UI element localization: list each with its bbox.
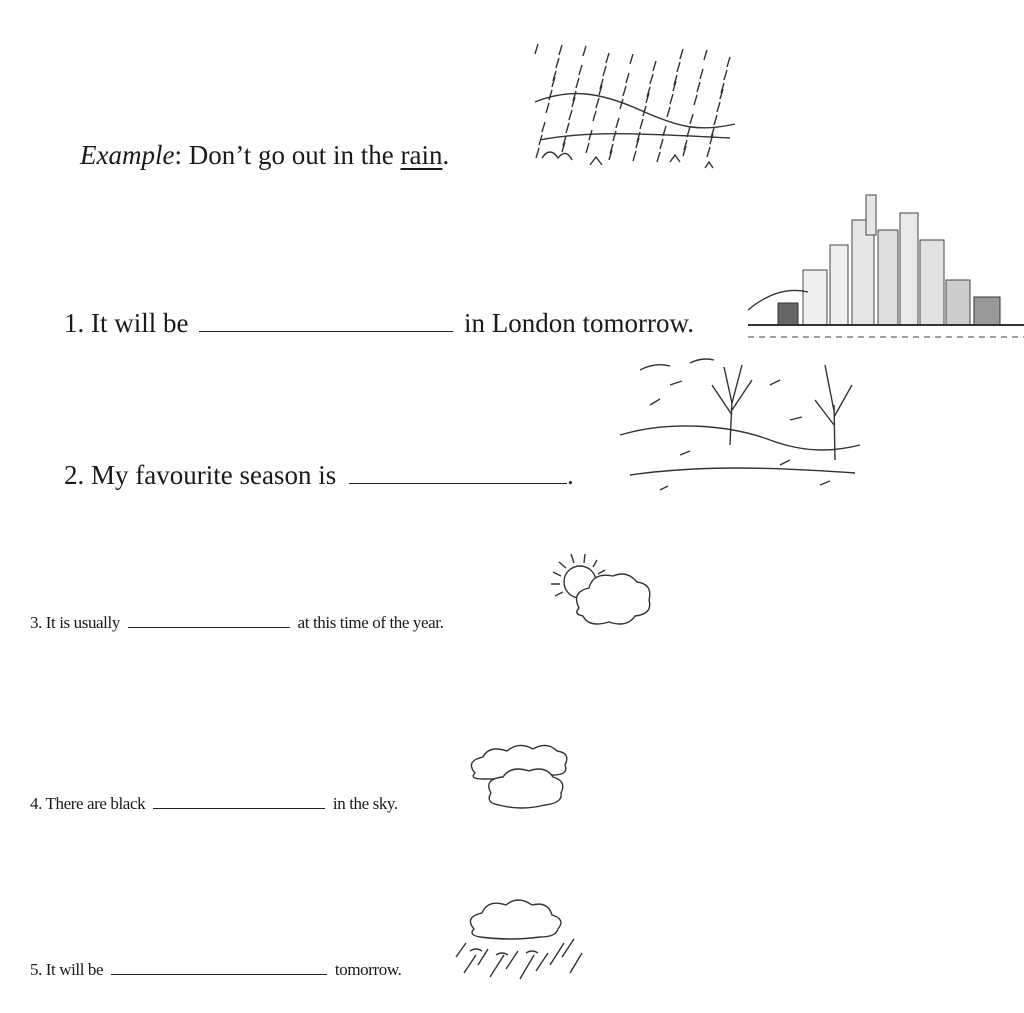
rain-streak	[697, 82, 700, 92]
question-3-before: 3. It is usually	[30, 613, 120, 632]
rain-streak	[546, 103, 549, 113]
rain-streak	[606, 53, 609, 63]
rain-streak	[620, 99, 623, 109]
question-1-blank[interactable]	[199, 309, 453, 332]
rain-streak	[536, 148, 539, 158]
rain-streak	[707, 147, 710, 157]
question-2-before: 2. My favourite season is	[64, 460, 337, 490]
autumn-wind-picture	[620, 345, 860, 495]
example-text: Don’t go out in the	[181, 140, 401, 170]
question-4-blank[interactable]	[153, 794, 325, 809]
rain-streak	[569, 110, 572, 120]
rain-streak	[549, 90, 552, 100]
example-answer: rain	[400, 140, 443, 170]
clouds-picture	[465, 743, 577, 813]
question-3-blank[interactable]	[128, 613, 290, 628]
rain-streak	[566, 123, 569, 133]
example-label: Example	[80, 140, 175, 170]
rain-streak	[660, 139, 663, 149]
rain-streak	[616, 118, 619, 128]
rain-streak	[556, 58, 559, 68]
rain-streak	[700, 69, 703, 79]
rain-streak	[667, 107, 670, 117]
example-end: .	[442, 140, 450, 170]
question-4-after: in the sky.	[332, 794, 398, 813]
example-separator: :	[174, 140, 182, 170]
question-5	[30, 960, 402, 980]
rain-streak	[724, 70, 727, 80]
storm-cloud-picture	[450, 895, 590, 985]
rain-streak	[576, 78, 579, 88]
rain-streak	[694, 95, 697, 105]
question-1-after: in London tomorrow.	[463, 308, 694, 338]
rain-streak	[653, 61, 656, 71]
rain-streak	[603, 66, 606, 76]
rain-streak	[586, 143, 589, 153]
question-5-after: tomorrow.	[334, 960, 402, 979]
rain-streak	[596, 98, 599, 108]
rain-streak	[626, 73, 629, 83]
rain-streak	[717, 102, 720, 112]
rain-streak	[593, 111, 596, 121]
question-1	[64, 308, 694, 339]
rain-streak	[613, 131, 616, 141]
rain-streak	[633, 151, 636, 161]
question-2-after: .	[566, 460, 574, 490]
question-4	[30, 794, 398, 814]
rain-picture	[530, 40, 740, 175]
rain-streak	[640, 119, 643, 129]
example-sentence	[80, 140, 449, 171]
sun-and-cloud-picture	[545, 550, 657, 635]
city-fog-picture	[748, 185, 1024, 345]
question-4-before: 4. There are black	[30, 794, 146, 813]
rain-streak	[542, 122, 545, 132]
question-3-after: at this time of the year.	[297, 613, 444, 632]
question-3	[30, 613, 443, 633]
rain-streak	[579, 65, 582, 75]
question-2	[64, 460, 574, 491]
rain-streak	[670, 94, 673, 104]
rain-streak	[559, 45, 562, 55]
rain-streak	[657, 152, 660, 162]
question-5-blank[interactable]	[111, 960, 327, 975]
rain-streak	[583, 46, 586, 56]
rain-streak	[704, 50, 707, 60]
rain-streak	[535, 44, 538, 54]
rain-streak	[630, 54, 633, 64]
rain-streak	[714, 115, 717, 125]
rain-streak	[680, 49, 683, 59]
rain-streak	[690, 114, 693, 124]
question-2-blank[interactable]	[349, 461, 567, 484]
rain-streak	[677, 62, 680, 72]
question-1-before: 1. It will be	[64, 308, 189, 338]
rain-streak	[623, 86, 626, 96]
rain-streak	[727, 57, 730, 67]
question-5-before: 5. It will be	[30, 960, 104, 979]
rain-streak	[650, 74, 653, 84]
